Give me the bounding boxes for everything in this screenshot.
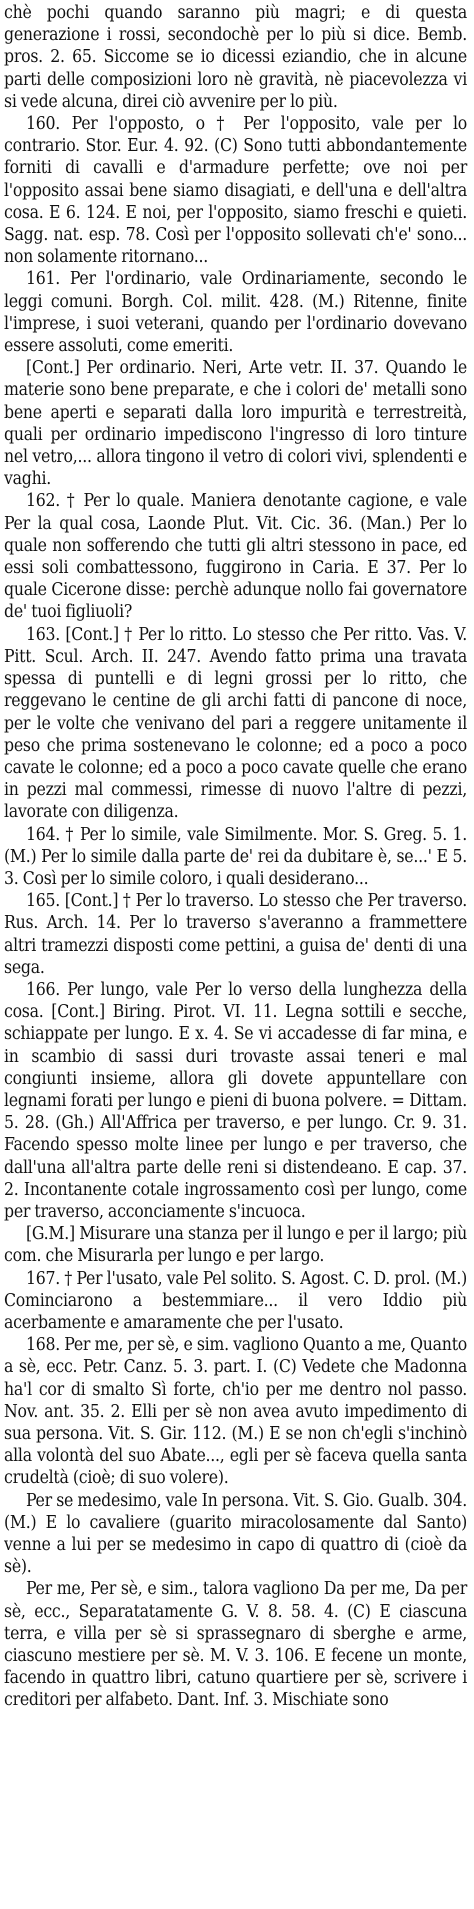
entry-161: 161. Per l'ordinario, vale Ordinariamente, secondo le leggi comuni. Borgh. Col. milit. 428. (M.) Ritenne, finite l'imprese, i suoi veterani, quando per l'ordinario dovevano essere assoluti, come emeriti. (4, 269, 467, 357)
entry-162: 162. † Per lo quale. Maniera denotante cagione, e vale Per la qual cosa, Laonde Plut. Vit. Cic. 36. (Man.) Per lo quale non sofferendo che tutti gli altri stessono in pace, ed essi soli combattessono, fuggirono in Caria. E 37. Per lo quale Cicerone disse: perchè adunque nollo fai governatore de' tuoi figliuoli? (4, 491, 467, 623)
entry-166: 166. Per lungo, vale Per lo verso della lunghezza della cosa. [Cont.] Biring. Pirot. VI. 11. Legna sottili e secche, schiappate per lungo. E x. 4. Se vi accadesse di far mina, e in scambio di sassi duri trovaste assai teneri e mal congiunti insieme, allora gli dovete appuntellare con legnami forati per lungo e pieni di buona polvere. = Dittam. 5. 28. (Gh.) All'Affrica per traverso, e per lungo. Cr. 9. 31. Facendo spesso molte linee per lungo e per traverso, che dall'una all'altra parte delle reni si distendeano. E cap. 37. 2. Incontanente cotale ingrossamento così per lungo, come per traverso, acconciamente s'incuoca. (4, 979, 467, 1222)
entry-168-se-medesimo: Per se medesimo, vale In persona. Vit. S. Gio. Gualb. 304. (M.) E lo cavaliere (guarito miracolosamente dal Santo) venne a lui per se medesimo in capo di quattro di (cioè da sè). (4, 1490, 467, 1578)
paragraph-intro: chè pochi quando saranno più magri; e di questa generazione i rossi, secondochè per lo più si dice. Bemb. pros. 2. 65. Siccome se io dicessi eziandio, che in alcune parti delle composizioni loro nè gravità, nè piacevolezza vi si vede alcuna, direi ciò avvenire per lo più. (4, 3, 467, 112)
entry-164: 164. † Per lo simile, vale Similmente. Mor. S. Greg. 5. 1. (M.) Per lo simile dalla parte de' rei da dubitare è, se...' E 5. 3. Così per lo simile coloro, i quali desiderano... (4, 824, 467, 889)
entry-167: 167. † Per l'usato, vale Pel solito. S. Agost. C. D. prol. (M.) Cominciarono a bestemmiare... il vero Iddio più acerbamente e amaramente che per l'usato. (4, 1268, 467, 1333)
dictionary-page (4, 2, 467, 1712)
entry-168: 168. Per me, per sè, e sim. vagliono Quanto a me, Quanto a sè, ecc. Petr. Canz. 5. 3. part. I. (C) Vedete che Madonna ha'l cor di smalto Sì forte, ch'io per me dentro nol passo. Nov. ant. 35. 2. Elli per sè non avea avuto impedimento di sua persona. Vit. S. Gir. 112. (M.) E se non ch'egli s'inchinò alla volontà del suo Abate..., egli per sè faceva quella santa crudeltà (cioè; di suo volere). (4, 1335, 467, 1489)
entry-165: 165. [Cont.] † Per lo traverso. Lo stesso che Per traverso. Rus. Arch. 14. Per lo traverso s'averanno a frammettere altri tramezzi disposti come pettini, a guisa de' denti di una sega. (4, 891, 467, 978)
entry-163: 163. [Cont.] † Per lo ritto. Lo stesso che Per ritto. Vas. V. Pitt. Scul. Arch. II. 247. Avendo fatto prima una travata spessa di puntelli e di legni grossi per lo ritto, che reggevano le centine de gli archi fatti di pancone di noce, per le volte che venivano del pari a reggere unitamente il peso che prima sostenevano le colonne; ed a poco a poco cavate le colonne; ed a poco a poco cavate quelle che erano in pezzi mal commessi, rimesse di nuovo l'altre di pezzi, lavorate con diligenza. (4, 624, 467, 823)
entry-160: 160. Per l'opposto, o † Per l'opposito, vale per lo contrario. Stor. Eur. 4. 92. (C) Sono tutti abbondantemente forniti di cavalli e d'armadure perfette; ove noi per l'opposito assai bene siamo disagiati, e dell'una e dell'altra cosa. E 6. 124. E noi, per l'opposito, siamo freschi e quieti. Sagg. nat. esp. 78. Così per l'opposito sollevati ch'e' sono... non solamente ritornano... (4, 114, 467, 268)
entry-161-cont: [Cont.] Per ordinario. Neri, Arte vetr. II. 37. Quando le materie sono bene preparate, e che i colori de' metalli sono bene aperti e separati dalla loro impurità e terrestreità, quali per ordinario impediscono l'ingresso di loro tinture nel vetro,... allora tingono il vetro di colori vivi, splendenti e vaghi. (4, 358, 467, 490)
entry-166-gm: [G.M.] Misurare una stanza per il lungo e per il largo; più com. che Misurarla per lungo e per largo. (4, 1224, 467, 1267)
entry-168-da-per-me: Per me, Per sè, e sim., talora vagliono Da per me, Da per sè, ecc., Separatatamente G. V. 8. 58. 4. (C) E ciascuna terra, e villa per sè si sprassegnaro di sberghe e arme, ciascuno mestiere per sè. M. V. 3. 106. E fecene un monte, facendo in quattro libri, catuno quartiere per sè, scrivere i creditori per alfabeto. Dant. Inf. 3. Mischiate sono (4, 1579, 467, 1711)
